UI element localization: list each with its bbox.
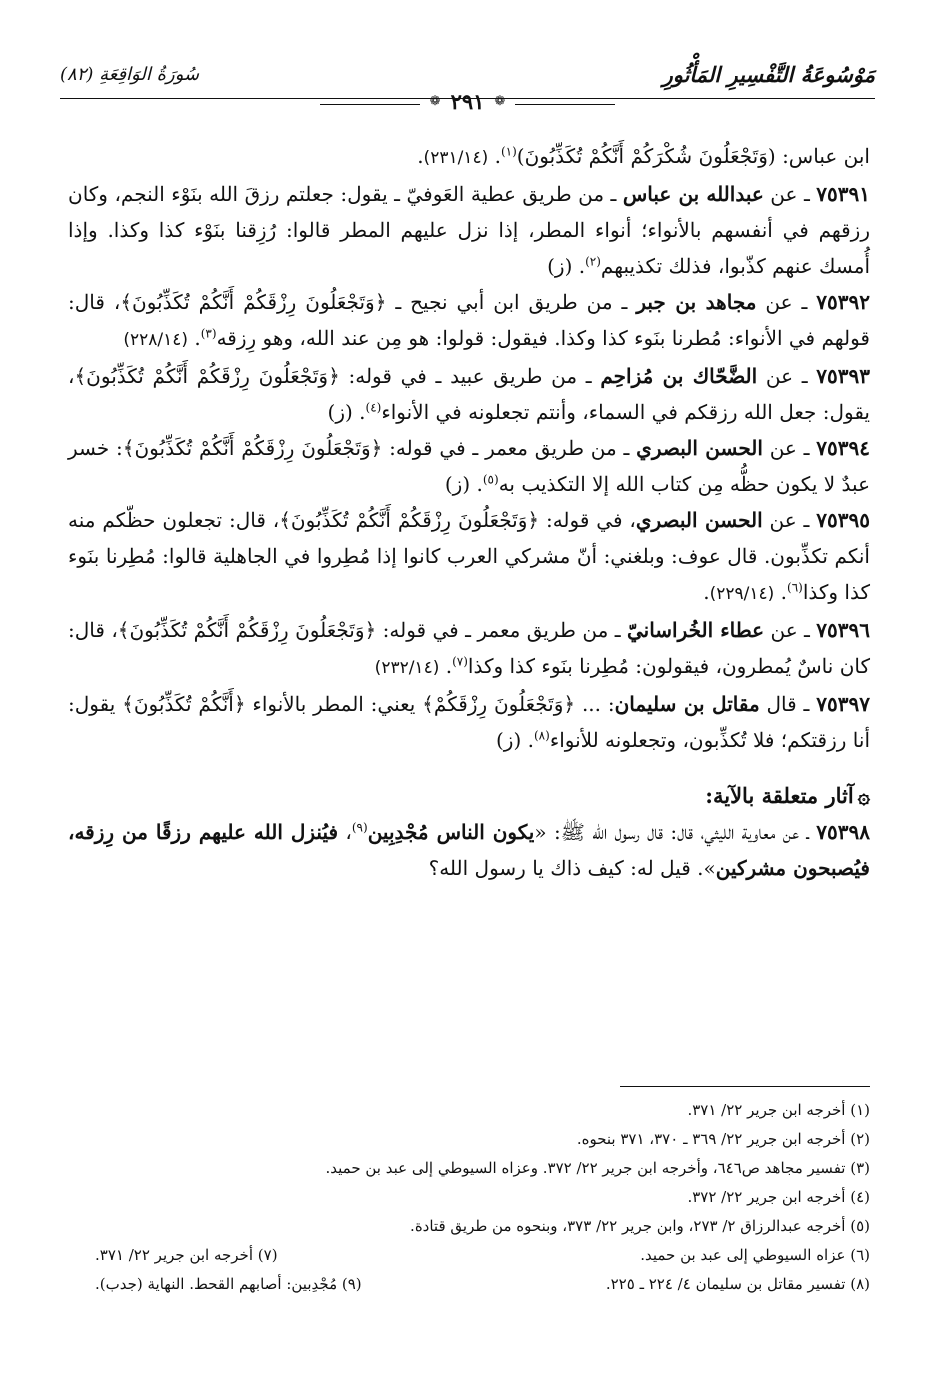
text-run: . (ز) [496,728,534,752]
surah-title: سُورَةُ الوَاقِعَةِ (٨٢) [60,64,200,85]
text-run: ، في قوله: ﴿وَتَجْعَلُونَ رِزْقَكُمْ أَنَّكُمْ تُكَذِّبُونَ﴾، قال: تجعلون حظّكم منه أنكم تكذِّبون. قال عوف: وبلغني: أنّ مشركي العرب كانوا إذا مُطِروا في الجاهلية قالوا: مُطِرنا بنَوء كذا وكذا [68,508,870,604]
text-run: . [439,654,453,678]
volume-reference: (٢٣٢/١٤) [374,658,440,678]
text-run: ابن عباس: (وَتَجْعَلُونَ شُكْرَكُمْ أَنَّكُمْ تُكَذِّبُونَ) [516,144,870,168]
text-run: . [488,144,501,168]
text-run: ـ عن [757,364,817,388]
volume-reference: (٢٢٩/١٤) [709,584,775,604]
bold-text: عطاء الخُراسانيّ [626,618,765,642]
bold-text: ٧٥٣٩٧ [816,692,870,716]
footnote-marker[interactable]: (٤) [365,400,382,415]
bold-text: ٧٥٣٩٦ [816,618,871,642]
text-run: ، [338,820,352,844]
narration-paragraph [68,430,870,502]
text-run: . (ز) [547,254,586,278]
text-run: . [417,144,424,168]
text-run: . [703,580,710,604]
bold-text: يكون الناس مُجْدِبِين [367,820,535,844]
ornament-icon: ❁ [429,93,441,109]
bold-text: الحسن البصري [636,436,763,460]
bold-text: ٧٥٣٩٢ [816,290,870,314]
text-run: ـ قال [759,692,817,716]
footnote: (١) أخرجه ابن جرير ٢٢/ ٣٧١. [687,1101,870,1119]
text-run: ـ عن [762,436,817,460]
bold-text: الحسن البصري [635,508,763,532]
footnotes [95,1096,870,1299]
bold-text: ٧٥٣٩٤ [816,436,871,460]
text-run: . (ز) [327,400,366,424]
footnote-marker[interactable]: (٢) [585,254,601,269]
footnote: (٥) أخرجه عبدالرزاق ٢/ ٢٧٣، وابن جرير ٢٢/ ٣٧٣، وبنحوه من طريق قتادة. [410,1217,870,1235]
section-title: آثار متعلقة بالآية: [705,783,854,808]
text-run: ـ عن [756,290,817,314]
footnote-marker[interactable]: (٧) [452,654,468,669]
volume-reference: (٢٢٨/١٤) [123,330,189,350]
text-run: ـ من طريق معمر ـ في قوله: ﴿وَتَجْعَلُونَ رِزْقَكُمْ أَنَّكُمْ تُكَذِّبُونَ﴾: خسر عبدٌ لا يكون حظُّه مِن كتاب الله إلا التكذيب به [68,436,870,496]
ornament-rule-left [320,98,420,105]
text-run: ـ من طريق معمر ـ في قوله: ﴿وَتَجْعَلُونَ رِزْقَكُمْ أَنَّكُمْ تُكَذِّبُونَ﴾، قال: كان ناسٌ يُمطرون، فيقولون: مُطِرنا بنَوء كذا وكذا [68,618,870,678]
text-run: . [774,580,787,604]
section-heading [68,778,870,814]
bold-text: فيُنزل الله عليهم رزقًا من رِزقه، فيُصبحون مشركين [68,820,870,880]
page-number-row [60,86,875,116]
footnote: (٩) مُجْدِبين: أصابهم القحط. النهاية (جدب). [95,1275,362,1293]
narration-paragraph [68,176,870,284]
footnote-rule [620,1086,870,1087]
footnote: (٦) عزاه السيوطي إلى عبد بن حميد. [640,1246,870,1264]
narration-paragraph [68,138,870,176]
bold-text: ٧٥٣٩١ [816,182,871,206]
volume-reference: (٢٣١/١٤) [423,148,489,168]
footnote: (٨) تفسير مقاتل بن سليمان ٤/ ٢٢٤ ـ ٢٢٥. [605,1275,870,1293]
last-entry [68,814,870,886]
footnote-marker[interactable]: (٨) [533,728,550,743]
bold-text: ٧٥٣٩٣ [816,364,870,388]
narration-paragraph [68,502,870,612]
narration-paragraph [68,814,870,886]
bold-text: ٧٥٣٩٥ [816,508,870,532]
book-title: مَوْسُوعَةُ التَّفْسِيرِ المَأْثُورِ [662,62,875,87]
footnote: (٢) أخرجه ابن جرير ٢٢/ ٣٦٩ ـ ٣٧٠، ٣٧١ بنحوه. [576,1130,870,1148]
star-ornament-icon: ۞ [857,783,870,808]
text-run: ـ من طريق عطية العَوفيّ ـ يقول: جعلتم رزقَ الله بنَوْء النجم، وكان رزقهم في أنفسهم بالأنواء؛ أنواء المطر، إذا نزل عليهم المطر قالوا: رُزِقنا بنَوْء كذا وكذا. وإذا أُمسك عنهم كذّبوا، فذلك تكذيبهم [68,182,870,278]
footnote-marker[interactable]: (٣) [200,326,217,341]
narration-paragraph [68,284,870,358]
footnote-marker[interactable]: (١) [500,144,517,159]
bold-text: مجاهد بن جبر [636,290,757,314]
narration-paragraph [68,358,870,430]
text-run: ـ عن [764,618,817,642]
ornament-rule-right [515,98,615,105]
footnote: (٤) أخرجه ابن جرير ٢٢/ ٣٧٢. [687,1188,870,1206]
bold-text: الضَّحّاك بن مُزاحِم [600,364,758,388]
footnote-marker[interactable]: (٦) [787,580,803,595]
page-number: ٢٩١ [450,88,485,114]
main-text [68,138,870,886]
footnote-marker[interactable]: (٥) [482,472,499,487]
text-run: ـ عن معاوية الليثي، قال: قال رسول الله ﷺ: « [534,820,817,844]
text-run: ـ من طريق عبيد ـ في قوله: ﴿وَتَجْعَلُونَ رِزْقَكُمْ أَنَّكُمْ تُكَذِّبُونَ﴾، يقول: جعل الله رزقكم في السماء، وأنتم تجعلونه في الأنواء [68,364,870,424]
footnote: (٧) أخرجه ابن جرير ٢٢/ ٣٧١. [95,1246,278,1264]
text-run: . [188,326,201,350]
text-run: ـ عن [763,182,817,206]
footnote-row [95,1270,870,1299]
entries-list [68,138,870,758]
text-run: ـ من طريق ابن أبي نجيح ـ ﴿وَتَجْعَلُونَ رِزْقَكُمْ أَنَّكُمْ تُكَذِّبُونَ﴾، قال: قولهم في الأنواء: مُطرنا بنَوء كذا وكذا. فيقول: قولوا: هو مِن عند الله، وهو رِزقه [68,290,870,350]
footnote-row [95,1241,870,1270]
ornament-icon: ❁ [494,93,506,109]
bold-text: عبدالله بن عباس [622,182,764,206]
narration-paragraph [68,612,870,686]
narration-paragraph [68,686,870,758]
footnote-marker[interactable]: (٩) [351,820,368,835]
footnote: (٣) تفسير مجاهد ص٦٤٦، وأخرجه ابن جرير ٢٢/ ٣٧٢. وعزاه السيوطي إلى عبد بن حميد. [325,1159,870,1177]
bold-text: ٧٥٣٩٨ [816,820,870,844]
text-run: . (ز) [444,472,483,496]
bold-text: مقاتل بن سليمان [614,692,760,716]
text-run: ». قيل له: كيف ذاك يا رسول الله؟ [428,856,716,880]
text-run: ـ عن [762,508,817,532]
text-run: : ... ﴿وَتَجْعَلُونَ رِزْقَكُمْ﴾ يعني: المطر بالأنواء ﴿أَنَّكُمْ تُكَذِّبُونَ﴾ يقول: أنا رزقتكم؛ فلا تُكذِّبون، وتجعلونه للأنواء [68,692,870,752]
